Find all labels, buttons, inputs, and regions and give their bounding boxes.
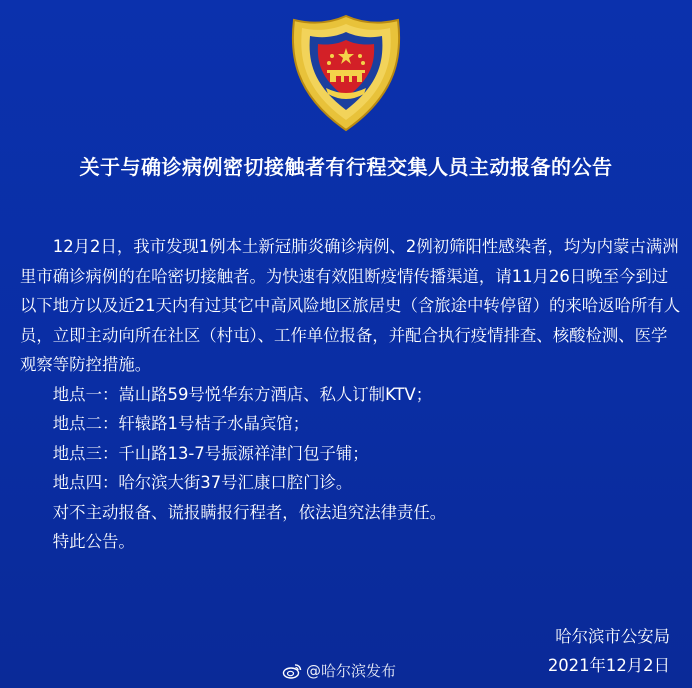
- closing-paragraph: 特此公告。: [52, 532, 135, 551]
- watermark-text: @哈尔滨发布: [306, 662, 397, 680]
- location-item: 地点二：轩辕路1号桔子水晶宾馆；: [52, 414, 310, 433]
- police-emblem-icon: [286, 14, 406, 132]
- weibo-icon: [282, 663, 302, 679]
- notice-title: 关于与确诊病例密切接触者有行程交集人员主动报备的公告: [79, 155, 613, 179]
- notice-body: [20, 232, 682, 557]
- issuer-name: 哈尔滨市公安局: [555, 627, 670, 646]
- intro-paragraph: 12月2日，我市发现1例本土新冠肺炎确诊病例、2例初筛阳性感染者，均为内蒙古满洲里市确诊病例的在哈密切接触者。为快速有效阻断疫情传播渠道，请11月26日晚至今到过以下地方以及近21天内有过其它中高风险地区旅居史（含旅途中转停留）的来哈返哈所有人员，立即主动向所在社区（村屯）、工作单位报备，并配合执行疫情排查、核酸检测、医学观察等防控措施。: [20, 237, 681, 374]
- location-item: 地点三：千山路13-7号振源祥津门包子铺；: [52, 443, 369, 463]
- warning-paragraph: 对不主动报备、谎报瞒报行程者，依法追究法律责任。: [52, 502, 447, 522]
- watermark: [282, 660, 396, 681]
- signature-block: [548, 622, 670, 680]
- location-item: 地点一：嵩山路59号悦华东方酒店、私人订制KTV；: [52, 384, 433, 404]
- issue-date: 2021年12月2日: [547, 656, 670, 675]
- location-item: 地点四：哈尔滨大街37号汇康口腔门诊。: [52, 473, 353, 492]
